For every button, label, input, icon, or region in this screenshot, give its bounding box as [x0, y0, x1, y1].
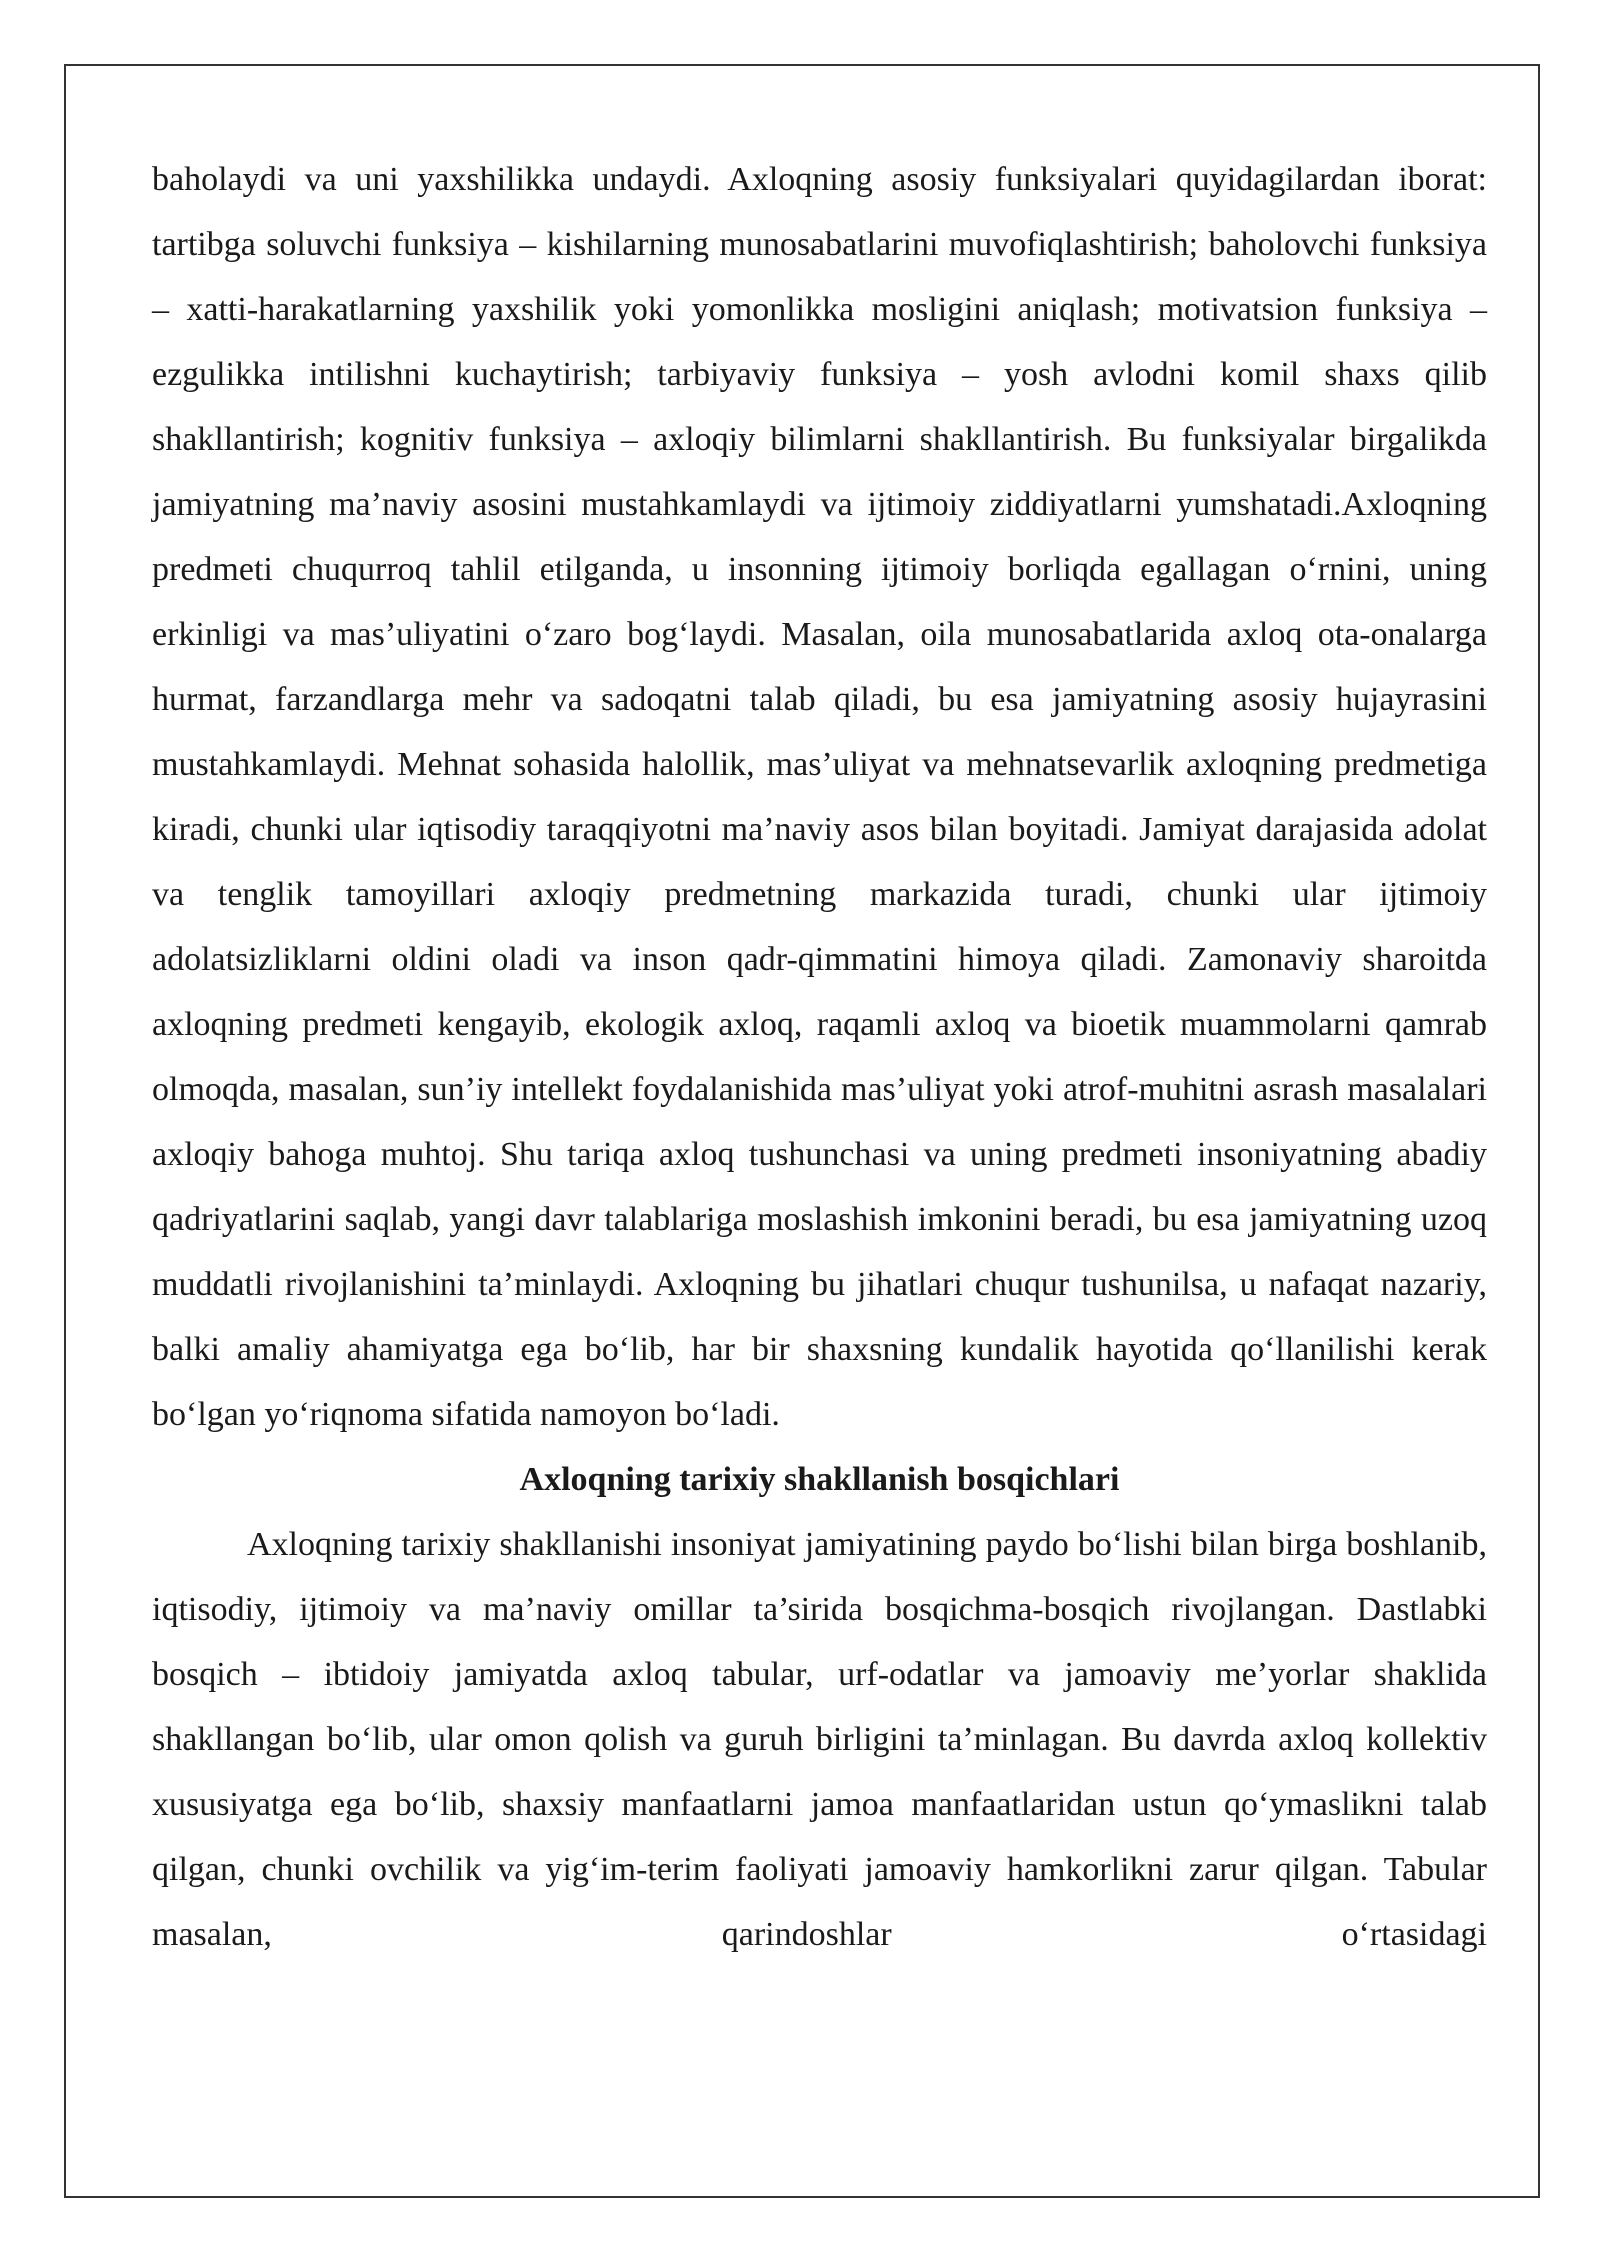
body-paragraph-2: Axloqning tarixiy shakllanishi insoniyat jamiyatining paydo bo‘lishi bilan birga boshlanib, iqtisodiy, ijtimoiy va ma’naviy omillar ta’sirida bosqichma-bosqich rivojlangan. Dastlabki bosqich – ibtidoiy jamiyatda axloq tabular, urf-odatlar va jamoaviy me’yorlar shaklida shakllangan bo‘lib, ular omon qolish va guruh birligini ta’minlagan. Bu davrda axloq kollektiv xususiyatga ega bo‘lib, shaxsiy manfaatlarni jamoa manfaatlaridan ustun qo‘ymaslikni talab qilgan, chunki ovchilik va yig‘im-terim faoliyati jamoaviy hamkorlikni zarur qilgan. Tabular masalan, qarindoshlar o‘rtasidagi [152, 1526, 1487, 1953]
document-body [152, 147, 1487, 1967]
section-heading: Axloqning tarixiy shakllanish bosqichlari [519, 1461, 1120, 1498]
body-paragraph-1: baholaydi va uni yaxshilikka undaydi. Axloqning asosiy funksiyalari quyidagilardan iborat: tartibga soluvchi funksiya – kishilarning munosabatlarini muvofiqlashtirish; baholovchi funksiya – xatti-harakatlarning yaxshilik yoki yomonlikka mosligini aniqlash; motivatsion funksiya – ezgulikka intilishni kuchaytirish; tarbiyaviy funksiya – yosh avlodni komil shaxs qilib shakllantirish; kognitiv funksiya – axloqiy bilimlarni shakllantirish. Bu funksiyalar birgalikda jamiyatning ma’naviy asosini mustahkamlaydi va ijtimoiy ziddiyatlarni yumshatadi.Axloqning predmeti chuqurroq tahlil etilganda, u insonning ijtimoiy borliqda egallagan o‘rnini, uning erkinligi va mas’uliyatini o‘zaro bog‘laydi. Masalan, oila munosabatlarida axloq ota-onalarga hurmat, farzandlarga mehr va sadoqatni talab qiladi, bu esa jamiyatning asosiy hujayrasini mustahkamlaydi. Mehnat sohasida halollik, mas’uliyat va mehnatsevarlik axloqning predmetiga kiradi, chunki ular iqtisodiy taraqqiyotni ma’naviy asos bilan boyitadi. Jamiyat darajasida adolat va tenglik tamoyillari axloqiy predmetning markazida turadi, chunki ular ijtimoiy adolatsizliklarni oldini oladi va inson qadr-qimmatini himoya qiladi. Zamonaviy sharoitda axloqning predmeti kengayib, ekologik axloq, raqamli axloq va bioetik muammolarni qamrab olmoqda, masalan, sun’iy intellekt foydalanishida mas’uliyat yoki atrof-muhitni asrash masalalari axloqiy bahoga muhtoj. Shu tariqa axloq tushunchasi va uning predmeti insoniyatning abadiy qadriyatlarini saqlab, yangi davr talablariga moslashish imkonini beradi, bu esa jamiyatning uzoq muddatli rivojlanishini ta’minlaydi. Axloqning bu jihatlari chuqur tushunilsa, u nafaqat nazariy, balki amaliy ahamiyatga ega bo‘lib, har bir shaxsning kundalik hayotida qo‘llanilishi kerak bo‘lgan yo‘riqnoma sifatida namoyon bo‘ladi. [152, 161, 1487, 1433]
